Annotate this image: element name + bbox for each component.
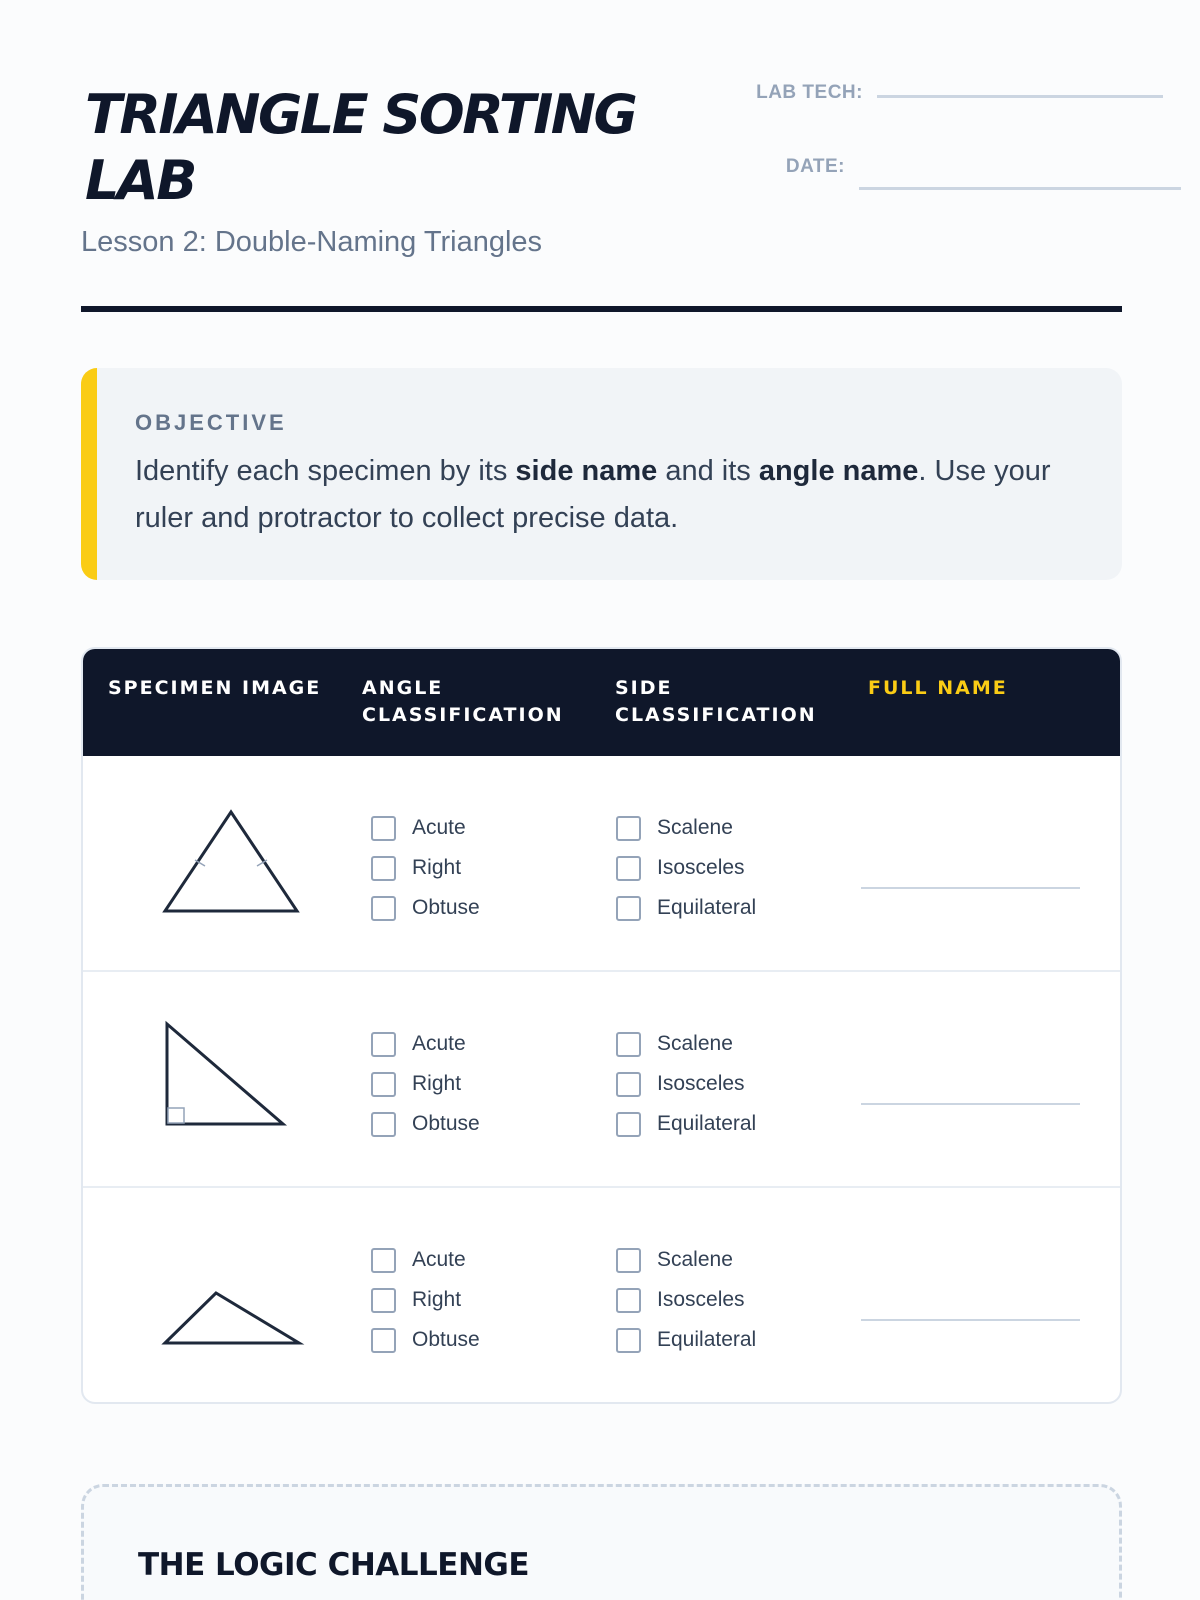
equilateral-triangle-icon — [83, 756, 333, 972]
lab-tech-input-line[interactable] — [877, 95, 1163, 98]
objective-text-part: and its — [657, 455, 759, 487]
option-label: Acute — [412, 816, 466, 839]
option-right[interactable] — [371, 848, 480, 888]
angle-options — [371, 1240, 480, 1360]
checkbox-right[interactable] — [371, 1072, 396, 1097]
obtuse-triangle-icon — [83, 1188, 333, 1404]
option-scalene[interactable] — [616, 808, 756, 848]
date-input-line[interactable] — [859, 187, 1181, 190]
checkbox-isosceles[interactable] — [616, 856, 641, 881]
option-obtuse[interactable] — [371, 1320, 480, 1360]
table-header — [83, 649, 1120, 756]
checkbox-scalene[interactable] — [616, 1248, 641, 1273]
option-label: Isosceles — [657, 1072, 745, 1095]
option-obtuse[interactable] — [371, 888, 480, 928]
option-equilateral[interactable] — [616, 888, 756, 928]
option-acute[interactable] — [371, 1024, 480, 1064]
option-label: Right — [412, 1288, 462, 1311]
checkbox-obtuse[interactable] — [371, 1328, 396, 1353]
option-acute[interactable] — [371, 808, 480, 848]
option-scalene[interactable] — [616, 1024, 756, 1064]
option-label: Obtuse — [412, 896, 480, 919]
worksheet-header — [81, 0, 1122, 320]
objective-callout — [81, 368, 1122, 580]
checkbox-equilateral[interactable] — [616, 896, 641, 921]
header-angle-classification: ANGLE CLASSIFICATION — [362, 677, 564, 726]
option-label: Obtuse — [412, 1328, 480, 1351]
checkbox-equilateral[interactable] — [616, 1112, 641, 1137]
option-label: Scalene — [657, 816, 733, 839]
option-equilateral[interactable] — [616, 1104, 756, 1144]
lab-tech-label: LAB TECH: — [756, 82, 863, 103]
checkbox-obtuse[interactable] — [371, 1112, 396, 1137]
option-acute[interactable] — [371, 1240, 480, 1280]
checkbox-scalene[interactable] — [616, 816, 641, 841]
option-isosceles[interactable] — [616, 848, 756, 888]
option-label: Scalene — [657, 1248, 733, 1271]
angle-options — [371, 1024, 480, 1144]
checkbox-equilateral[interactable] — [616, 1328, 641, 1353]
option-isosceles[interactable] — [616, 1280, 756, 1320]
lesson-subtitle: Lesson 2: Double-Naming Triangles — [81, 226, 543, 258]
full-name-answer-line[interactable] — [861, 1319, 1080, 1321]
option-label: Equilateral — [657, 896, 757, 919]
full-name-answer-line[interactable] — [861, 1103, 1080, 1105]
option-label: Scalene — [657, 1032, 733, 1055]
option-label: Right — [412, 856, 462, 879]
objective-text — [135, 448, 1084, 542]
right-triangle-icon — [83, 972, 333, 1188]
option-isosceles[interactable] — [616, 1064, 756, 1104]
specimen-table — [81, 647, 1122, 1404]
checkbox-isosceles[interactable] — [616, 1288, 641, 1313]
specimen-cell — [83, 972, 333, 1188]
option-equilateral[interactable] — [616, 1320, 756, 1360]
option-obtuse[interactable] — [371, 1104, 480, 1144]
header-divider — [81, 306, 1122, 312]
specimen-cell — [83, 756, 333, 972]
side-options — [616, 1240, 756, 1360]
side-options — [616, 808, 756, 928]
table-row — [83, 756, 1120, 972]
page-title: TRIANGLE SORTING LAB — [85, 83, 636, 212]
option-scalene[interactable] — [616, 1240, 756, 1280]
date-label: DATE: — [785, 156, 845, 177]
logic-challenge-box — [81, 1484, 1122, 1600]
objective-text-part: Identify each specimen by its — [135, 455, 516, 487]
option-label: Right — [412, 1072, 462, 1095]
checkbox-acute[interactable] — [371, 816, 396, 841]
header-specimen-image: SPECIMEN IMAGE — [108, 677, 322, 699]
option-right[interactable] — [371, 1280, 480, 1320]
option-label: Obtuse — [412, 1112, 480, 1135]
checkbox-acute[interactable] — [371, 1032, 396, 1057]
option-right[interactable] — [371, 1064, 480, 1104]
option-label: Isosceles — [657, 856, 745, 879]
objective-angle-name: angle name — [758, 455, 919, 487]
side-options — [616, 1024, 756, 1144]
option-label: Isosceles — [657, 1288, 745, 1311]
option-label: Equilateral — [657, 1112, 757, 1135]
option-label: Acute — [412, 1032, 466, 1055]
full-name-answer-line[interactable] — [861, 887, 1080, 889]
checkbox-scalene[interactable] — [616, 1032, 641, 1057]
objective-label: OBJECTIVE — [135, 410, 287, 435]
table-row — [83, 1188, 1120, 1404]
header-side-classification: SIDE CLASSIFICATION — [615, 677, 817, 726]
objective-side-name: side name — [515, 455, 658, 487]
checkbox-isosceles[interactable] — [616, 1072, 641, 1097]
option-label: Acute — [412, 1248, 466, 1271]
angle-options — [371, 808, 480, 928]
table-row — [83, 972, 1120, 1188]
lab-tech-field[interactable] — [741, 80, 1163, 106]
objective-text-part: . Use your ruler and protractor to collect precise data. — [135, 455, 1051, 534]
option-label: Equilateral — [657, 1328, 757, 1351]
checkbox-acute[interactable] — [371, 1248, 396, 1273]
checkbox-obtuse[interactable] — [371, 896, 396, 921]
date-field[interactable] — [721, 154, 1181, 180]
checkbox-right[interactable] — [371, 1288, 396, 1313]
checkbox-right[interactable] — [371, 856, 396, 881]
challenge-title: THE LOGIC CHALLENGE — [138, 1547, 530, 1583]
header-full-name: FULL NAME — [868, 677, 1008, 699]
specimen-cell — [83, 1188, 333, 1404]
